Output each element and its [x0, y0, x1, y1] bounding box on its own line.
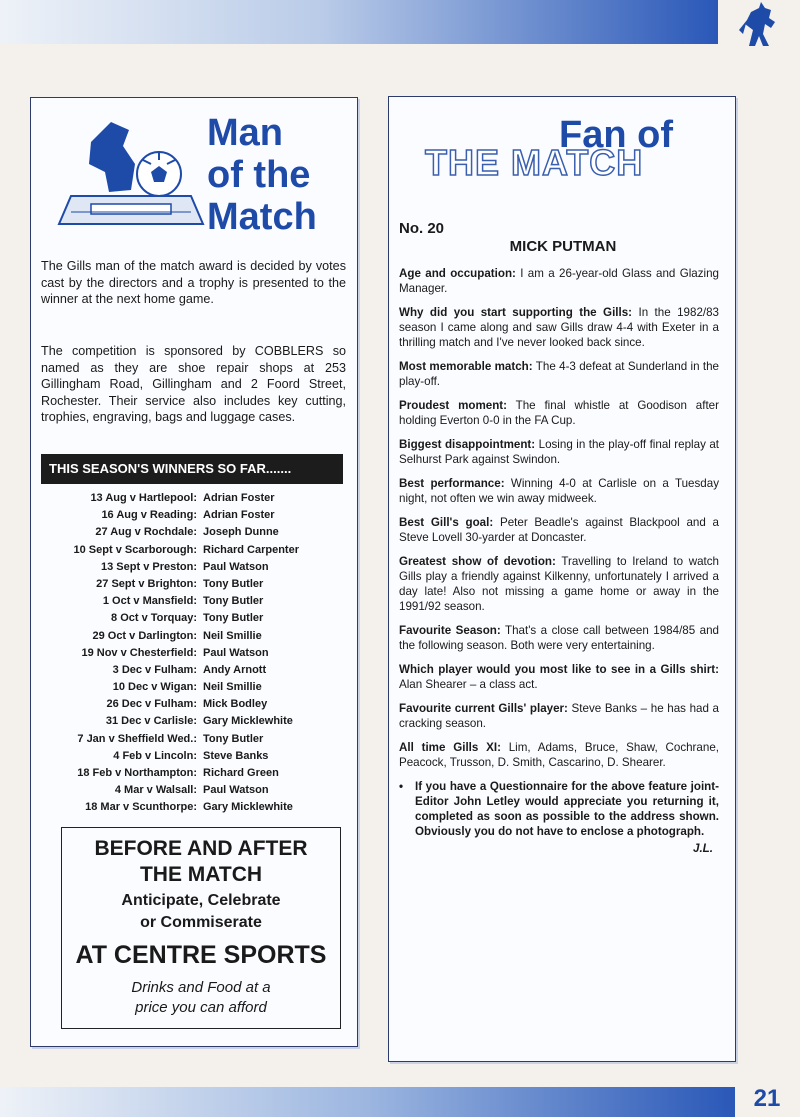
- winner-row: [43, 559, 341, 576]
- winner-row: [43, 799, 341, 816]
- title-line: of the: [207, 154, 311, 196]
- winner-row: [43, 731, 341, 748]
- winner-name: Neil Smillie: [203, 629, 262, 642]
- winner-name: Paul Watson: [203, 784, 269, 797]
- winner-name: Tony Butler: [203, 577, 264, 590]
- qa-item: [399, 266, 719, 296]
- winner-match: 1 Oct v Mansfield:: [102, 595, 197, 608]
- qa-item: [399, 359, 719, 389]
- winner-name: Joseph Dunne: [203, 526, 279, 539]
- winner-name: Adrian Foster: [203, 509, 275, 522]
- qa-question: Favourite Season:: [399, 624, 501, 637]
- bullet-icon: •: [399, 780, 404, 793]
- winner-row: [43, 662, 341, 679]
- winner-match: 13 Sept v Preston:: [101, 560, 197, 573]
- winner-name: Richard Carpenter: [203, 543, 299, 556]
- qa-question: Why did you start supporting the Gills:: [399, 306, 633, 319]
- qa-item: [399, 305, 719, 350]
- winner-match: 29 Oct v Darlington:: [92, 629, 197, 642]
- fan-number: No. 20: [399, 220, 445, 237]
- winner-row: [43, 628, 341, 645]
- winner-name: Adrian Foster: [203, 492, 275, 504]
- qa-item: [399, 662, 719, 692]
- man-of-the-match-title: [207, 112, 357, 238]
- winner-row: [43, 679, 341, 696]
- winner-row: [43, 748, 341, 765]
- man-of-the-match-panel: [30, 97, 358, 1047]
- qa-item: [399, 701, 719, 731]
- winner-row: [43, 593, 341, 610]
- title-line: Match: [207, 196, 317, 238]
- winner-name: Tony Butler: [203, 595, 264, 608]
- centre-sports-advert: [61, 827, 341, 1029]
- fan-title: Fan of: [559, 114, 673, 156]
- qa-answer: Losing in the play-off final replay at Selhurst Park against Swindon.: [399, 438, 720, 466]
- winner-row: [43, 524, 341, 541]
- winner-row: [43, 713, 341, 730]
- winner-name: Andy Arnott: [203, 663, 267, 676]
- winner-row: [43, 507, 341, 524]
- winner-match: 3 Dec v Fulham:: [112, 663, 197, 676]
- winner-match: 8 Oct v Torquay:: [111, 612, 197, 625]
- qa-answer: Winning 4-0 at Carlisle on a Tuesday night, not often we win away midweek.: [399, 477, 719, 505]
- qa-answer: The 4-3 defeat at Sunderland in the play-off.: [399, 360, 720, 388]
- title-line: Man: [207, 112, 283, 154]
- ad-headline: AT CENTRE SPORTS: [75, 941, 327, 969]
- winner-match: 10 Sept v Scarborough:: [73, 543, 197, 556]
- winner-row: [43, 782, 341, 799]
- qa-question: Which player would you most like to see in a Gills shirt:: [399, 663, 719, 676]
- page-number: 21: [753, 1085, 781, 1112]
- winners-list: [43, 490, 341, 817]
- qa-item: [399, 515, 719, 545]
- qa-item: [399, 398, 719, 428]
- winner-row: [43, 610, 341, 627]
- winner-row: [43, 490, 341, 507]
- qa-item: [399, 623, 719, 653]
- winner-match: 16 Aug v Reading:: [101, 509, 197, 522]
- questionnaire-note: [399, 779, 719, 839]
- ad-line: price you can afford: [135, 999, 267, 1016]
- winner-name: Tony Butler: [203, 612, 264, 625]
- boot-and-ball-illustration-icon: [51, 112, 211, 242]
- ad-line: THE MATCH: [139, 863, 263, 886]
- qa-question: Best Gill's goal:: [399, 516, 494, 529]
- qa-question: Most memorable match:: [399, 360, 533, 373]
- winner-match: 4 Feb v Lincoln:: [113, 749, 197, 762]
- qa-question: Biggest disappointment:: [399, 438, 536, 451]
- qa-answer: Alan Shearer – a class act.: [399, 678, 538, 691]
- ad-line: or Commiserate: [140, 914, 262, 931]
- qa-answer: Steve Banks – he has had a cracking season.: [399, 702, 719, 730]
- qa-answer: In the 1982/83 season I came along and saw Gills draw 4-4 with Exeter in a thrilling match and I've never looked back since.: [399, 306, 720, 349]
- fan-subtitle: THE MATCH: [425, 142, 644, 183]
- bottom-color-band: [0, 1087, 735, 1117]
- qa-answer: The final whistle at Goodison after holding Everton 0-0 in the FA Cup.: [399, 399, 719, 427]
- qa-item: [399, 437, 719, 467]
- winner-match: 10 Dec v Wigan:: [112, 681, 197, 694]
- winner-row: [43, 576, 341, 593]
- qa-item: [399, 554, 719, 614]
- winner-row: [43, 696, 341, 713]
- winners-heading: THIS SEASON'S WINNERS SO FAR.......: [41, 454, 343, 484]
- winner-name: Tony Butler: [203, 732, 264, 745]
- fan-name: MICK PUTMAN: [509, 238, 617, 255]
- top-color-band: [0, 0, 718, 44]
- qa-item: [399, 476, 719, 506]
- questionnaire: [399, 266, 719, 856]
- winner-match: 26 Dec v Fulham:: [106, 698, 197, 711]
- winner-name: Steve Banks: [203, 749, 269, 762]
- ad-line: Anticipate, Celebrate: [121, 892, 281, 909]
- winner-name: Gary Micklewhite: [203, 801, 293, 814]
- winner-match: 27 Sept v Brighton:: [96, 577, 197, 590]
- qa-item: [399, 740, 719, 770]
- qa-answer: That's a close call between 1984/85 and the following season. Both were very entertaining.: [399, 624, 719, 652]
- ad-line: BEFORE AND AFTER: [94, 837, 308, 860]
- qa-question: Best performance:: [399, 477, 505, 490]
- winner-row: [43, 542, 341, 559]
- qa-answer: Lim, Adams, Bruce, Shaw, Cochrane, Peacock, Trusson, D. Smith, Cascarino, D. Shearer.: [399, 741, 719, 769]
- ad-line: Drinks and Food at a: [131, 979, 271, 996]
- winner-match: 4 Mar v Walsall:: [114, 784, 197, 797]
- sponsor-description: The competition is sponsored by COBBLERS so named as they are shoe repair shops at 253 Gillingham Road, Gillingham and 2 Foord Street, Rochester. Their service also includes key cutting, trophies, engraving, bags and luggage cases.: [41, 344, 346, 424]
- winner-name: Gary Micklewhite: [203, 715, 293, 728]
- note-text: If you have a Questionnaire for the above feature joint-Editor John Letley would appreciate you returning it, completed as soon as possible to the address shown. Obviously you do not have to enclose a photograph.: [415, 780, 719, 838]
- signature: J.L.: [693, 842, 713, 855]
- winner-name: Mick Bodley: [203, 698, 268, 711]
- winner-match: 27 Aug v Rochdale:: [95, 526, 197, 539]
- winner-name: Paul Watson: [203, 646, 269, 659]
- fan-of-the-match-panel: [388, 96, 736, 1062]
- winner-match: 31 Dec v Carlisle:: [105, 715, 197, 728]
- winner-match: 7 Jan v Sheffield Wed.:: [77, 732, 197, 745]
- qa-question: Proudest moment:: [399, 399, 508, 412]
- qa-answer: Peter Beadle's against Blackpool and a Steve Lovell 30-yarder at Doncaster.: [399, 516, 719, 544]
- qa-question: Greatest show of devotion:: [399, 555, 556, 568]
- winner-match: 19 Nov v Chesterfield:: [81, 646, 197, 659]
- winner-row: [43, 765, 341, 782]
- qa-question: Favourite current Gills' player:: [399, 702, 568, 715]
- winner-name: Paul Watson: [203, 560, 269, 573]
- qa-answer: I am a 26-year-old Glass and Glazing Manager.: [399, 267, 719, 295]
- qa-question: All time Gills XI:: [399, 741, 501, 754]
- winner-match: 18 Mar v Scunthorpe:: [85, 801, 197, 814]
- winner-match: 13 Aug v Hartlepool:: [90, 492, 197, 504]
- winner-name: Neil Smillie: [203, 681, 262, 694]
- winner-name: Richard Green: [203, 767, 279, 779]
- winner-row: [43, 645, 341, 662]
- award-description: The Gills man of the match award is decided by votes cast by the directors and a trophy is presented to the winner at the next home game.: [41, 259, 346, 306]
- qa-answer: Travelling to Ireland to watch Gills play a friendly against Kilkenny, unfortunately I arrived a day late! Also not missing a game home or away in the 1991/92 season.: [399, 555, 719, 613]
- qa-question: Age and occupation:: [399, 267, 516, 280]
- horse-logo-icon: [735, 0, 785, 52]
- winner-match: 18 Feb v Northampton:: [77, 767, 197, 779]
